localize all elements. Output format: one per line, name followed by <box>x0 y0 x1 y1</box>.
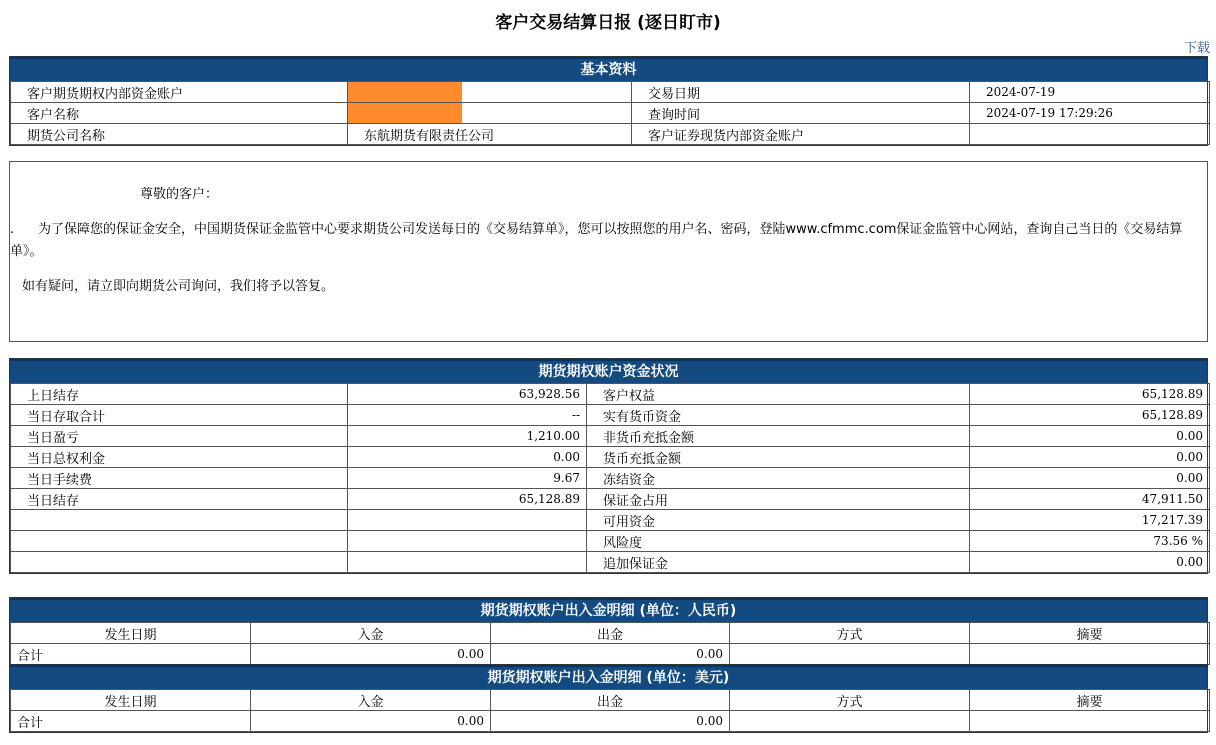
funds-left-label: 当日总权利金 <box>11 447 348 468</box>
notice-contact: 如有疑问，请立即向期货公司询问，我们将予以答复。 <box>22 279 335 294</box>
funds-right-value: 65,128.89 <box>970 384 1210 405</box>
client-name-value <box>348 103 632 124</box>
funds-left-label: 当日手续费 <box>11 468 348 489</box>
table-row <box>11 711 1210 732</box>
redaction-block <box>348 82 462 102</box>
funds-right-value: 0.00 <box>970 552 1210 573</box>
column-header-method: 方式 <box>730 690 970 711</box>
funds-left-value: 65,128.89 <box>348 489 587 510</box>
trade-date-label: 交易日期 <box>632 82 970 103</box>
column-header-date: 发生日期 <box>11 690 251 711</box>
total-label: 合计 <box>11 644 251 665</box>
funds-left-value: 63,928.56 <box>348 384 587 405</box>
company-value: 东航期货有限责任公司 <box>348 124 632 145</box>
funds-left-value: -- <box>348 405 587 426</box>
basic-info-table <box>10 81 1210 145</box>
account-label: 客户期货期权内部资金账户 <box>11 82 348 103</box>
transfers-usd-header: 期货期权账户出入金明细 (单位：美元) <box>10 665 1207 689</box>
total-summary <box>970 711 1210 732</box>
funds-left-value <box>348 531 587 552</box>
total-in: 0.00 <box>251 644 491 665</box>
total-in: 0.00 <box>251 711 491 732</box>
funds-right-value: 17,217.39 <box>970 510 1210 531</box>
table-header-row <box>11 623 1210 644</box>
funds-header: 期货期权账户资金状况 <box>10 359 1207 383</box>
company-label: 期货公司名称 <box>11 124 348 145</box>
query-time-label: 查询时间 <box>632 103 970 124</box>
funds-right-value: 47,911.50 <box>970 489 1210 510</box>
report-title: 客户交易结算日报 (逐日盯市) <box>495 13 721 33</box>
table-row <box>11 426 1210 447</box>
table-row <box>11 531 1210 552</box>
funds-right-label: 保证金占用 <box>587 489 970 510</box>
table-row <box>11 82 1210 103</box>
funds-right-label: 实有货币资金 <box>587 405 970 426</box>
column-header-in: 入金 <box>251 690 491 711</box>
total-label: 合计 <box>11 711 251 732</box>
column-header-in: 入金 <box>251 623 491 644</box>
transfers-usd-section <box>9 664 1208 733</box>
table-row <box>11 510 1210 531</box>
funds-left-label: 当日结存 <box>11 489 348 510</box>
basic-info-header: 基本资料 <box>10 57 1207 81</box>
funds-right-value: 65,128.89 <box>970 405 1210 426</box>
funds-right-label: 货币充抵金额 <box>587 447 970 468</box>
total-method <box>730 644 970 665</box>
table-row <box>11 124 1210 145</box>
funds-right-label: 非货币充抵金额 <box>587 426 970 447</box>
funds-left-value <box>348 510 587 531</box>
total-method <box>730 711 970 732</box>
column-header-summary: 摘要 <box>970 623 1210 644</box>
funds-left-label: 当日盈亏 <box>11 426 348 447</box>
notice-paragraph-wrapper <box>10 219 1206 263</box>
notice-bullet: . <box>10 222 15 237</box>
column-header-out: 出金 <box>491 690 730 711</box>
notice-greeting: 尊敬的客户： <box>140 187 219 202</box>
table-row <box>11 405 1210 426</box>
funds-right-label: 冻结资金 <box>587 468 970 489</box>
notice-box <box>9 161 1208 342</box>
funds-left-value <box>348 552 587 573</box>
funds-left-label <box>11 510 348 531</box>
transfers-cny-header: 期货期权账户出入金明细 (单位：人民币) <box>10 598 1207 622</box>
query-time-value: 2024-07-19 17:29:26 <box>970 103 1210 124</box>
funds-left-value: 0.00 <box>348 447 587 468</box>
table-row <box>11 468 1210 489</box>
table-row <box>11 552 1210 573</box>
funds-right-label: 追加保证金 <box>587 552 970 573</box>
redaction-block <box>348 103 462 123</box>
column-header-out: 出金 <box>491 623 730 644</box>
basic-info-section <box>9 56 1208 146</box>
funds-left-label: 上日结存 <box>11 384 348 405</box>
table-row <box>11 103 1210 124</box>
funds-right-value: 0.00 <box>970 468 1210 489</box>
funds-right-label: 风险度 <box>587 531 970 552</box>
funds-left-label <box>11 552 348 573</box>
funds-left-label: 当日存取合计 <box>11 405 348 426</box>
account-value <box>348 82 632 103</box>
funds-table <box>10 383 1210 573</box>
funds-right-value: 73.56 % <box>970 531 1210 552</box>
trade-date-value: 2024-07-19 <box>970 82 1210 103</box>
funds-left-value: 9.67 <box>348 468 587 489</box>
total-out: 0.00 <box>491 711 730 732</box>
table-header-row <box>11 690 1210 711</box>
funds-left-value: 1,210.00 <box>348 426 587 447</box>
notice-paragraph: 为了保障您的保证金安全，中国期货保证金监管中心要求期货公司发送每日的《交易结算单》，您可以按照您的用户名、密码，登陆www.cfmmc.com保证金监管中心网站，查询自己当日的《交易结算单》。 <box>10 222 1183 259</box>
table-row <box>11 644 1210 665</box>
funds-right-value: 0.00 <box>970 426 1210 447</box>
column-header-date: 发生日期 <box>11 623 251 644</box>
transfers-cny-section <box>9 597 1208 666</box>
total-summary <box>970 644 1210 665</box>
funds-right-label: 客户权益 <box>587 384 970 405</box>
securities-account-label: 客户证券现货内部资金账户 <box>632 124 970 145</box>
funds-right-label: 可用资金 <box>587 510 970 531</box>
column-header-method: 方式 <box>730 623 970 644</box>
total-out: 0.00 <box>491 644 730 665</box>
securities-account-value <box>970 124 1210 145</box>
table-row <box>11 447 1210 468</box>
column-header-summary: 摘要 <box>970 690 1210 711</box>
funds-right-value: 0.00 <box>970 447 1210 468</box>
table-row <box>11 384 1210 405</box>
download-link[interactable]: 下载 <box>1183 41 1210 56</box>
table-row <box>11 489 1210 510</box>
transfers-usd-table <box>10 689 1210 732</box>
funds-section <box>9 358 1208 574</box>
transfers-cny-table <box>10 622 1210 665</box>
funds-left-label <box>11 531 348 552</box>
client-name-label: 客户名称 <box>11 103 348 124</box>
